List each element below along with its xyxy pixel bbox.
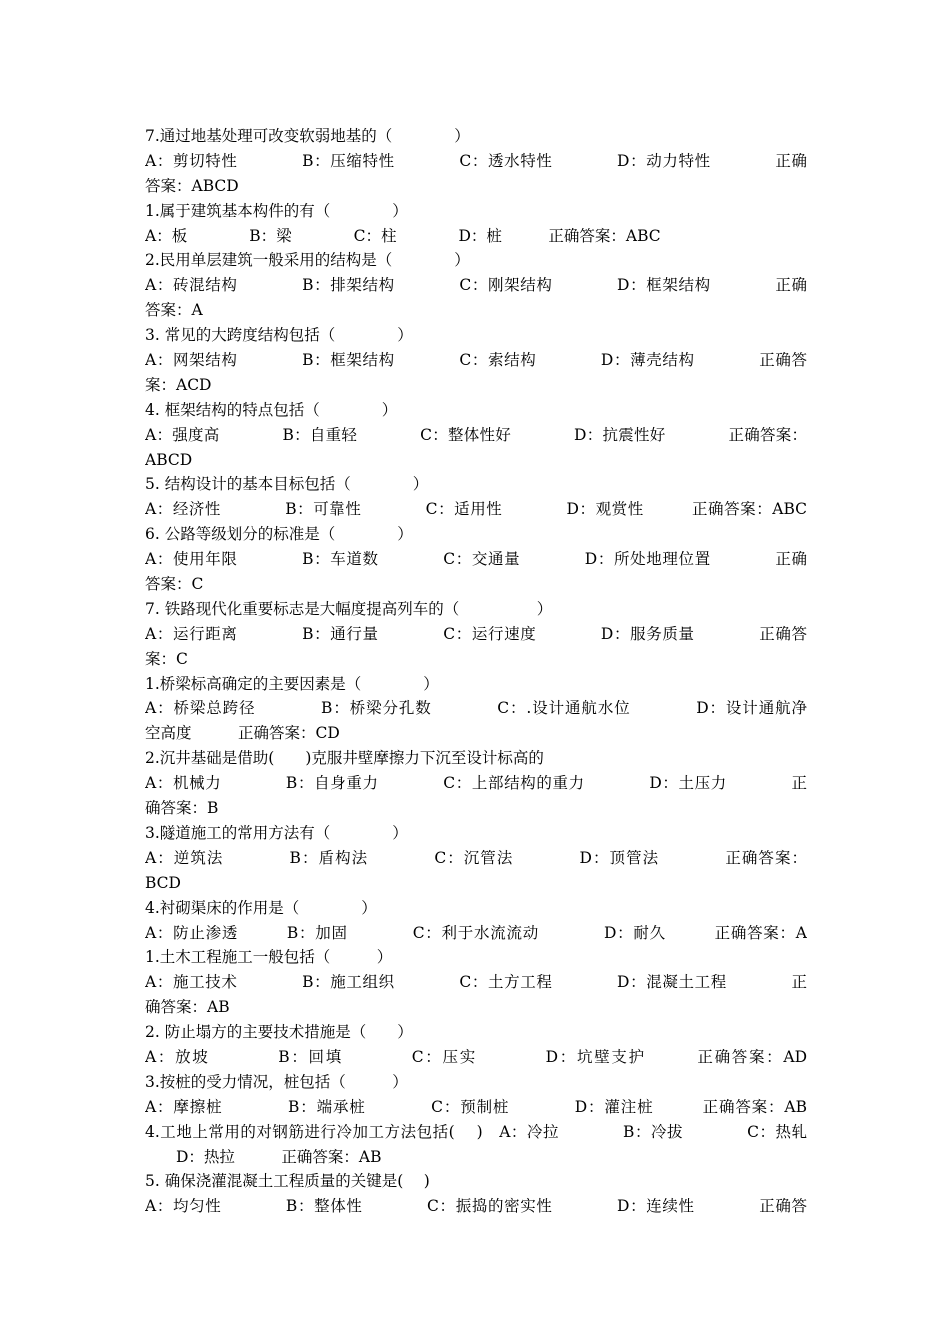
text-line: A：网架结构 B：框架结构 C：索结构 D：薄壳结构 正确答 xyxy=(145,351,807,370)
text-line: A：运行距离 B：通行量 C：运行速度 D：服务质量 正确答 xyxy=(145,624,807,643)
text-line: 4.工地上常用的对钢筋进行冷加工方法包括( ) A：冷拉 B：冷拔 C：热轧 xyxy=(145,1122,807,1141)
text-line: A：逆筑法 B：盾构法 C：沉管法 D：顶管法 正确答案： xyxy=(145,848,807,867)
text-line: 5. 结构设计的基本目标包括（ ） xyxy=(145,475,429,494)
text-line: 2.沉井基础是借助( )克服井壁摩擦力下沉至设计标高的 xyxy=(145,749,544,768)
text-line: A：机械力 B：自身重力 C：上部结构的重力 D：土压力 正 xyxy=(145,774,807,793)
text-line: A：剪切特性 B：压缩特性 C：透水特性 D：动力特性 正确 xyxy=(145,151,807,170)
text-line: 1.桥梁标高确定的主要因素是（ ） xyxy=(145,674,439,693)
text-line: 答案：C xyxy=(145,575,204,594)
text-line: A：桥梁总跨径 B：桥梁分孔数 C：.设计通航水位 D：设计通航净 xyxy=(145,699,807,718)
text-line: A：施工技术 B：施工组织 C：土方工程 D：混凝土工程 正 xyxy=(145,973,807,992)
text-line: D：热拉 正确答案：AB xyxy=(145,1147,382,1166)
text-line: 答案：ABCD xyxy=(145,176,239,195)
text-line: 确答案：AB xyxy=(145,998,230,1017)
text-line: 确答案：B xyxy=(145,799,219,818)
text-line: 3.按桩的受力情况，桩包括（ ） xyxy=(145,1072,408,1091)
text-line: A：强度高 B：自重轻 C：整体性好 D：抗震性好 正确答案： xyxy=(145,425,807,444)
text-line: 4. 框架结构的特点包括（ ） xyxy=(145,400,398,419)
text-line: A：均匀性 B：整体性 C：振捣的密实性 D：连续性 正确答 xyxy=(145,1197,807,1216)
text-line: 2. 防止塌方的主要技术措施是（ ） xyxy=(145,1023,413,1042)
text-line: 3. 常见的大跨度结构包括（ ） xyxy=(145,326,413,345)
text-line: A：摩擦桩 B：端承桩 C：预制桩 D：灌注桩 正确答案：AB xyxy=(145,1097,807,1116)
text-line: A：砖混结构 B：排架结构 C：刚架结构 D：框架结构 正确 xyxy=(145,276,807,295)
text-line: ABCD xyxy=(145,450,193,469)
text-line: A：板 B：梁 C：柱 D：桩 正确答案：ABC xyxy=(145,226,661,245)
text-line: 7. 铁路现代化重要标志是大幅度提高列车的（ ） xyxy=(145,599,553,618)
text-line: 空高度 正确答案：CD xyxy=(145,724,340,743)
text-line: 1.属于建筑基本构件的有（ ） xyxy=(145,201,408,220)
text-line: 7.通过地基处理可改变软弱地基的（ ） xyxy=(145,127,470,145)
text-line: 5. 确保浇灌混凝土工程质量的关键是( ) xyxy=(145,1172,430,1191)
text-line: A：放坡 B：回填 C：压实 D：坑壁支护 正确答案：AD xyxy=(145,1047,807,1066)
text-line: 3.隧道施工的常用方法有（ ） xyxy=(145,823,408,842)
text-line: A：防止渗透 B：加固 C：利于水流流动 D：耐久 正确答案：A xyxy=(145,923,807,942)
text-line: 4.衬砌渠床的作用是（ ） xyxy=(145,898,377,917)
text-line: A：经济性 B：可靠性 C：适用性 D：观赏性 正确答案：ABC xyxy=(145,500,807,519)
text-line: 1.土木工程施工一般包括（ ） xyxy=(145,948,393,967)
text-line: 答案：A xyxy=(145,301,203,320)
text-line: 6. 公路等级划分的标准是（ ） xyxy=(145,525,413,544)
text-line: 案：C xyxy=(145,649,188,668)
text-line: BCD xyxy=(145,873,181,892)
text-line: A：使用年限 B：车道数 C：交通量 D：所处地理位置 正确 xyxy=(145,550,807,569)
text-line: 案：ACD xyxy=(145,375,212,394)
text-line: 2.民用单层建筑一般采用的结构是（ ） xyxy=(145,251,470,270)
